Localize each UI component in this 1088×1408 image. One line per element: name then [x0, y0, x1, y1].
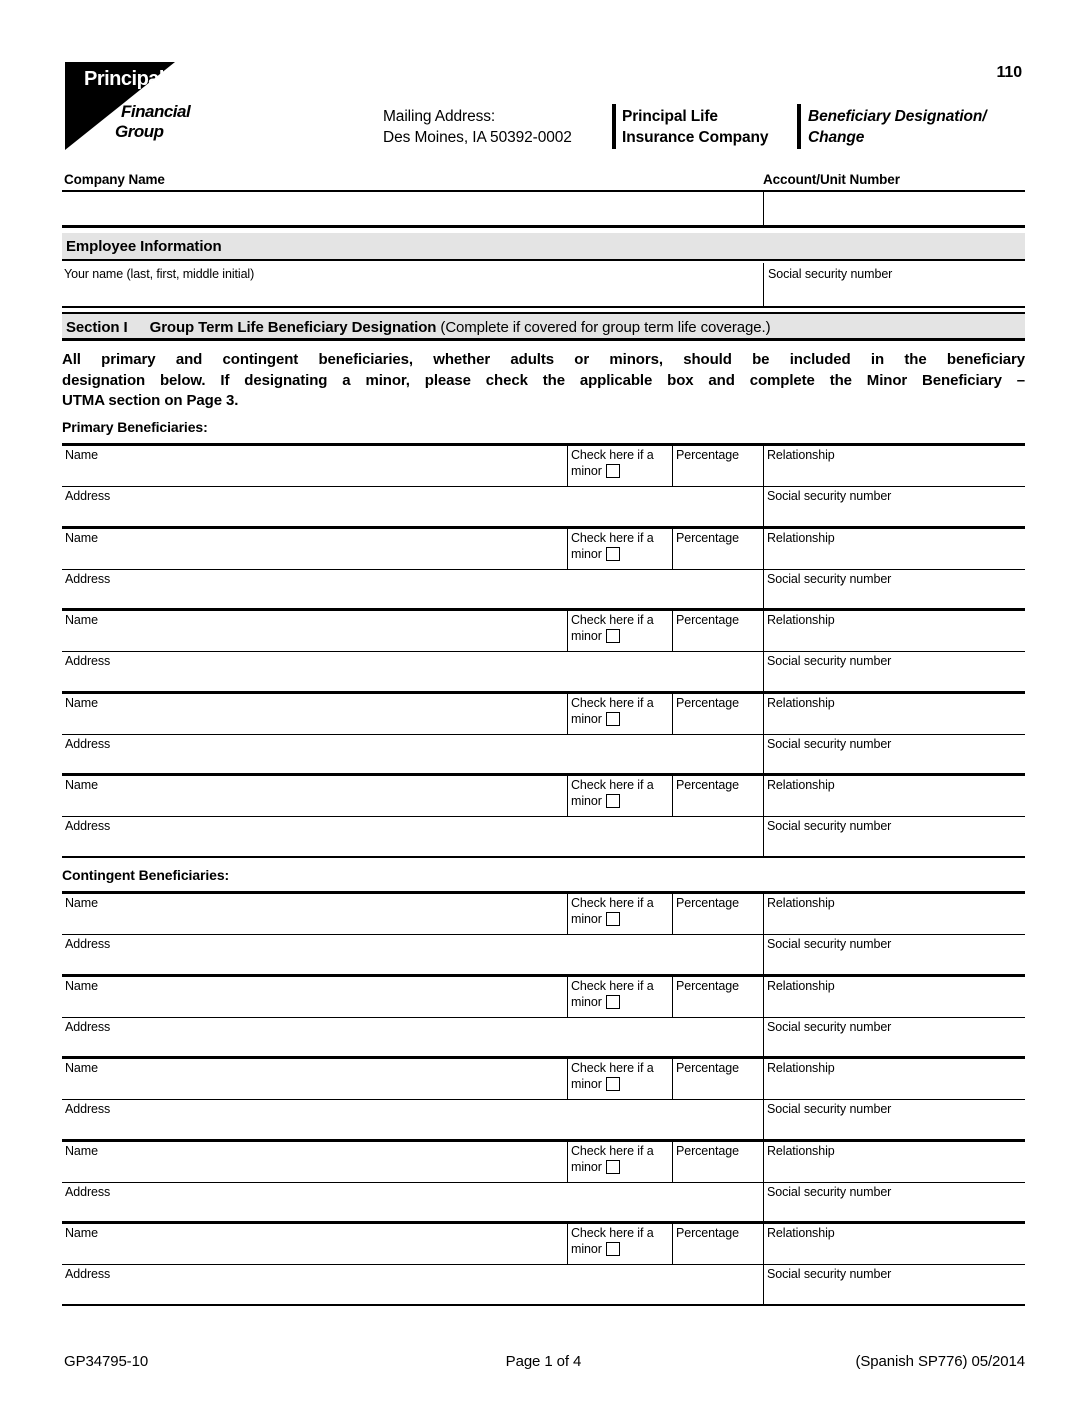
address-label: Address [65, 1184, 111, 1199]
mailing-address-block [383, 106, 572, 148]
minor-check-label-line1: Check here if a [571, 613, 654, 627]
name-label: Name [65, 896, 98, 910]
relationship-field[interactable] [763, 446, 1025, 486]
minor-check-label-line2: minor [571, 1077, 602, 1091]
percentage-label: Percentage [676, 695, 739, 710]
address-label: Address [65, 937, 111, 951]
minor-checkbox[interactable] [606, 1160, 620, 1174]
name-label: Name [65, 613, 98, 627]
beneficiary-name-field[interactable] [62, 529, 567, 569]
beneficiary-name-field[interactable] [62, 977, 567, 1017]
beneficiary-ssn-field[interactable] [763, 487, 1025, 526]
relationship-field[interactable] [763, 611, 1025, 651]
beneficiary-name-field[interactable] [62, 1059, 567, 1099]
beneficiary-ssn-label: Social security number [767, 489, 892, 503]
beneficiary-ssn-field[interactable] [763, 570, 1025, 609]
company-account-labels-row [62, 172, 1025, 192]
minor-check-label-line2: minor [571, 794, 602, 808]
company-name-line2: Insurance Company [622, 129, 769, 146]
relationship-label: Relationship [767, 778, 835, 792]
relationship-field[interactable] [763, 776, 1025, 816]
minor-check-label-line2: minor [571, 994, 602, 1009]
minor-checkbox[interactable] [606, 712, 620, 726]
beneficiary-name-field[interactable] [62, 611, 567, 651]
your-name-input[interactable] [62, 263, 763, 306]
beneficiary-address-row [62, 651, 1025, 691]
minor-check-label-line1: Check here if a [571, 448, 654, 462]
minor-check-cell [567, 446, 672, 486]
beneficiary-ssn-field[interactable] [763, 1183, 1025, 1222]
section1-label: Section I [66, 319, 128, 336]
minor-check-cell [567, 694, 672, 734]
mailing-address-value: Des Moines, IA 50392-0002 [383, 129, 572, 146]
minor-check-label-line1: Check here if a [571, 1143, 654, 1158]
percentage-label: Percentage [676, 778, 739, 792]
address-label: Address [65, 654, 111, 668]
name-label: Name [65, 1143, 98, 1158]
percentage-label: Percentage [676, 1061, 739, 1075]
percentage-field[interactable] [672, 446, 763, 486]
employee-ssn-label: Social security number [768, 267, 893, 281]
beneficiary-address-row [62, 569, 1025, 609]
header-divider-bar [612, 104, 616, 149]
relationship-label: Relationship [767, 695, 835, 710]
percentage-label: Percentage [676, 896, 739, 910]
percentage-field[interactable] [672, 776, 763, 816]
form-title [808, 106, 986, 148]
minor-checkbox[interactable] [606, 794, 620, 808]
employee-information-header: Employee Information [62, 233, 1025, 261]
percentage-field[interactable] [672, 1224, 763, 1264]
name-label: Name [65, 778, 98, 792]
beneficiary-row [62, 526, 1025, 609]
relationship-field[interactable] [763, 694, 1025, 734]
beneficiary-address-field[interactable] [62, 1265, 763, 1304]
company-account-inputs-row [62, 192, 1025, 228]
primary-beneficiaries-heading: Primary Beneficiaries: [62, 419, 208, 435]
beneficiary-row [62, 773, 1025, 856]
minor-check-label-line2: minor [571, 912, 602, 926]
beneficiary-row [62, 608, 1025, 691]
logo-group-text: Group [115, 122, 164, 141]
beneficiary-name-field[interactable] [62, 894, 567, 934]
section1-title: Group Term Life Beneficiary Designation [149, 319, 437, 336]
minor-checkbox[interactable] [606, 464, 620, 478]
address-label: Address [65, 571, 111, 586]
beneficiary-address-field[interactable] [62, 1183, 763, 1222]
beneficiary-name-row [62, 1139, 1025, 1182]
beneficiary-ssn-label: Social security number [767, 1019, 892, 1034]
company-account-section [62, 172, 1025, 228]
contingent-beneficiaries-heading: Contingent Beneficiaries: [62, 867, 230, 883]
minor-check-label-line2: minor [571, 711, 602, 726]
beneficiary-address-row [62, 734, 1025, 774]
minor-check-label-line1: Check here if a [571, 1226, 654, 1240]
beneficiary-name-row [62, 526, 1025, 569]
beneficiary-address-row [62, 1099, 1025, 1139]
relationship-field[interactable] [763, 894, 1025, 934]
percentage-label: Percentage [676, 613, 739, 627]
relationship-field[interactable] [763, 1142, 1025, 1182]
beneficiary-row [62, 443, 1025, 526]
relationship-field[interactable] [763, 977, 1025, 1017]
minor-check-cell [567, 611, 672, 651]
address-label: Address [65, 819, 111, 833]
beneficiary-ssn-label: Social security number [767, 1267, 892, 1281]
form-title-line1: Beneficiary Designation/ [808, 108, 987, 125]
minor-checkbox[interactable] [606, 1077, 620, 1091]
beneficiary-address-row [62, 486, 1025, 526]
minor-checkbox[interactable] [606, 1242, 620, 1256]
beneficiary-address-field[interactable] [62, 735, 763, 774]
percentage-field[interactable] [672, 894, 763, 934]
intro-paragraph [62, 350, 1025, 412]
minor-check-cell [567, 1224, 672, 1264]
beneficiary-address-field[interactable] [62, 817, 763, 856]
registered-mark: ® [163, 69, 171, 80]
relationship-field[interactable] [763, 1059, 1025, 1099]
company-name-input[interactable] [62, 192, 763, 225]
minor-check-label-line2: minor [571, 1159, 602, 1174]
beneficiary-name-field[interactable] [62, 1224, 567, 1264]
footer-spanish-info: (Spanish SP776) 05/2014 [855, 1353, 1025, 1370]
intro-line: All primary and contingent beneficiaries, whether adults or minors, should be included in the beneficiary [62, 351, 1025, 368]
percentage-label: Percentage [676, 530, 739, 545]
percentage-field[interactable] [672, 1142, 763, 1182]
header-divider-bar [797, 104, 801, 149]
beneficiary-row [62, 1221, 1025, 1304]
beneficiary-name-row [62, 1221, 1025, 1264]
beneficiary-row [62, 891, 1025, 974]
company-name-line1: Principal Life [622, 108, 718, 125]
minor-check-label-line1: Check here if a [571, 1061, 654, 1075]
minor-check-label-line1: Check here if a [571, 978, 654, 993]
beneficiary-address-field[interactable] [62, 935, 763, 974]
beneficiary-name-row [62, 691, 1025, 734]
form-number: 110 [996, 64, 1022, 81]
beneficiary-name-row [62, 1056, 1025, 1099]
beneficiary-row [62, 1139, 1025, 1222]
percentage-field[interactable] [672, 1059, 763, 1099]
employee-ssn-input[interactable] [763, 263, 1025, 306]
beneficiary-address-field[interactable] [62, 1018, 763, 1057]
relationship-label: Relationship [767, 530, 835, 545]
footer-form-code: GP34795-10 [64, 1353, 149, 1370]
intro-line: designation below. If designating a minor, please check the applicable box and complete the Minor Beneficiary – [62, 371, 1025, 389]
beneficiary-name-row [62, 608, 1025, 651]
name-label: Name [65, 695, 98, 710]
minor-check-cell [567, 1059, 672, 1099]
beneficiary-ssn-label: Social security number [767, 736, 892, 751]
footer-page-info: Page 1 of 4 [505, 1353, 582, 1370]
company-name-label: Company Name [64, 172, 165, 187]
section1-note: (Complete if covered for group term life coverage.) [440, 319, 771, 336]
name-label: Name [65, 978, 98, 993]
percentage-field[interactable] [672, 694, 763, 734]
beneficiary-ssn-field[interactable] [763, 1018, 1025, 1057]
beneficiary-ssn-field[interactable] [763, 652, 1025, 691]
beneficiary-address-row [62, 934, 1025, 974]
principal-logo [65, 62, 265, 154]
intro-line: UTMA section on Page 3. [62, 392, 239, 409]
account-unit-number-input[interactable] [763, 192, 1025, 225]
relationship-label: Relationship [767, 1226, 835, 1240]
minor-check-cell [567, 977, 672, 1017]
beneficiary-ssn-field[interactable] [763, 817, 1025, 856]
beneficiary-address-field[interactable] [62, 570, 763, 609]
address-label: Address [65, 489, 111, 503]
your-name-label: Your name (last, first, middle initial) [64, 267, 255, 281]
relationship-field[interactable] [763, 1224, 1025, 1264]
percentage-label: Percentage [676, 1226, 739, 1240]
beneficiary-ssn-field[interactable] [763, 935, 1025, 974]
minor-check-label-line2: minor [571, 546, 602, 561]
beneficiary-ssn-field[interactable] [763, 735, 1025, 774]
beneficiary-ssn-label: Social security number [767, 1184, 892, 1199]
minor-check-label-line2: minor [571, 464, 602, 478]
percentage-field[interactable] [672, 977, 763, 1017]
beneficiary-name-field[interactable] [62, 694, 567, 734]
beneficiary-ssn-label: Social security number [767, 571, 892, 586]
beneficiary-address-row [62, 1264, 1025, 1304]
beneficiary-ssn-label: Social security number [767, 654, 892, 668]
section1-header [62, 312, 1025, 341]
beneficiary-address-row [62, 1182, 1025, 1222]
beneficiary-name-field[interactable] [62, 776, 567, 816]
relationship-field[interactable] [763, 529, 1025, 569]
beneficiary-ssn-field[interactable] [763, 1265, 1025, 1304]
mailing-address-label: Mailing Address: [383, 108, 496, 125]
name-label: Name [65, 448, 98, 462]
address-label: Address [65, 1267, 111, 1281]
relationship-label: Relationship [767, 613, 835, 627]
primary-beneficiaries-table [62, 443, 1025, 858]
percentage-field[interactable] [672, 529, 763, 569]
beneficiary-address-field[interactable] [62, 487, 763, 526]
minor-check-label-line1: Check here if a [571, 778, 654, 792]
beneficiary-address-field[interactable] [62, 652, 763, 691]
beneficiary-address-row [62, 1017, 1025, 1057]
minor-check-cell [567, 894, 672, 934]
employee-name-ssn-row [62, 263, 1025, 308]
minor-check-label-line1: Check here if a [571, 896, 654, 910]
beneficiary-address-row [62, 816, 1025, 856]
percentage-label: Percentage [676, 448, 739, 462]
name-label: Name [65, 1226, 98, 1240]
percentage-field[interactable] [672, 611, 763, 651]
minor-checkbox[interactable] [606, 995, 620, 1009]
beneficiary-address-field[interactable] [62, 1100, 763, 1139]
beneficiary-name-row [62, 974, 1025, 1017]
beneficiary-ssn-label: Social security number [767, 1102, 892, 1116]
minor-check-label-line2: minor [571, 629, 602, 643]
address-label: Address [65, 1102, 111, 1116]
beneficiary-row [62, 974, 1025, 1057]
beneficiary-name-field[interactable] [62, 446, 567, 486]
minor-check-cell [567, 1142, 672, 1182]
account-unit-number-label: Account/Unit Number [763, 172, 900, 187]
logo-brand-text [84, 68, 170, 91]
minor-checkbox[interactable] [606, 912, 620, 926]
relationship-label: Relationship [767, 1061, 835, 1075]
insurance-company-name [622, 106, 768, 148]
minor-checkbox[interactable] [606, 629, 620, 643]
minor-check-cell [567, 776, 672, 816]
minor-check-label-line1: Check here if a [571, 695, 654, 710]
beneficiary-row [62, 691, 1025, 774]
percentage-label: Percentage [676, 978, 739, 993]
minor-check-label-line1: Check here if a [571, 530, 654, 545]
address-label: Address [65, 1019, 111, 1034]
form-title-line2: Change [808, 129, 865, 146]
relationship-label: Relationship [767, 978, 835, 993]
contingent-beneficiaries-table [62, 891, 1025, 1306]
relationship-label: Relationship [767, 1143, 835, 1158]
address-label: Address [65, 736, 111, 751]
name-label: Name [65, 530, 98, 545]
percentage-label: Percentage [676, 1143, 739, 1158]
beneficiary-ssn-label: Social security number [767, 819, 892, 833]
beneficiary-row [62, 1056, 1025, 1139]
minor-checkbox[interactable] [606, 547, 620, 561]
beneficiary-ssn-field[interactable] [763, 1100, 1025, 1139]
beneficiary-ssn-label: Social security number [767, 937, 892, 951]
beneficiary-name-field[interactable] [62, 1142, 567, 1182]
beneficiary-name-row [62, 773, 1025, 816]
beneficiary-name-row [62, 891, 1025, 934]
logo-financial-text: Financial [121, 102, 191, 121]
minor-check-label-line2: minor [571, 1242, 602, 1256]
beneficiary-name-row [62, 443, 1025, 486]
name-label: Name [65, 1061, 98, 1075]
minor-check-cell [567, 529, 672, 569]
relationship-label: Relationship [767, 448, 835, 462]
logo-brand-word: Principal [84, 68, 164, 90]
relationship-label: Relationship [767, 896, 835, 910]
